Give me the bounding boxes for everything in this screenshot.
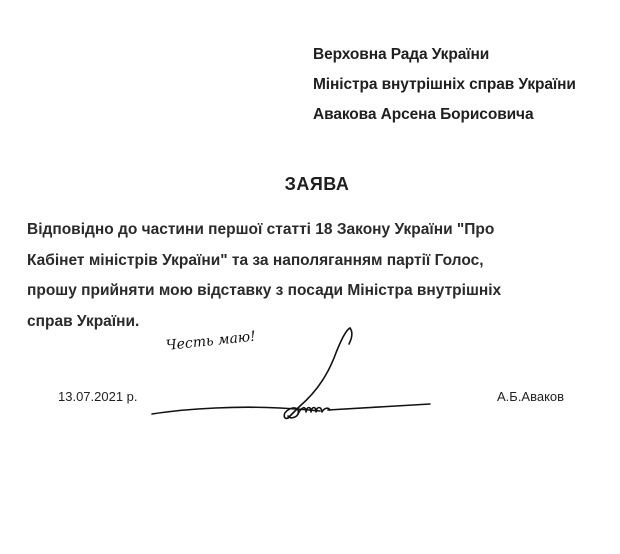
body-line-4: справ України. xyxy=(27,312,140,330)
document-title: ЗАЯВА xyxy=(284,174,350,194)
handwritten-note: Честь маю! xyxy=(165,328,257,354)
body-line-1: Відповідно до частини першої статті 18 Закону України "Про xyxy=(27,221,495,238)
addressee-line-1: Верховна Рада України xyxy=(313,46,490,63)
body-line-2: Кабінет міністрів України" та за наполяганням партії Голос, xyxy=(27,251,484,269)
statement-body xyxy=(27,215,587,337)
signatory-name: А.Б.Аваков xyxy=(497,389,565,404)
body-line-3: прошу прийняти мою відставку з посади Міністра внутрішніх xyxy=(27,282,502,299)
addressee-block xyxy=(313,40,613,130)
addressee-line-2: Міністра внутрішніх справ України xyxy=(313,76,576,93)
addressee-line-3: Авакова Арсена Борисовича xyxy=(313,106,534,123)
handwritten-signature xyxy=(150,322,440,432)
signature-date: 13.07.2021 р. xyxy=(58,389,138,404)
